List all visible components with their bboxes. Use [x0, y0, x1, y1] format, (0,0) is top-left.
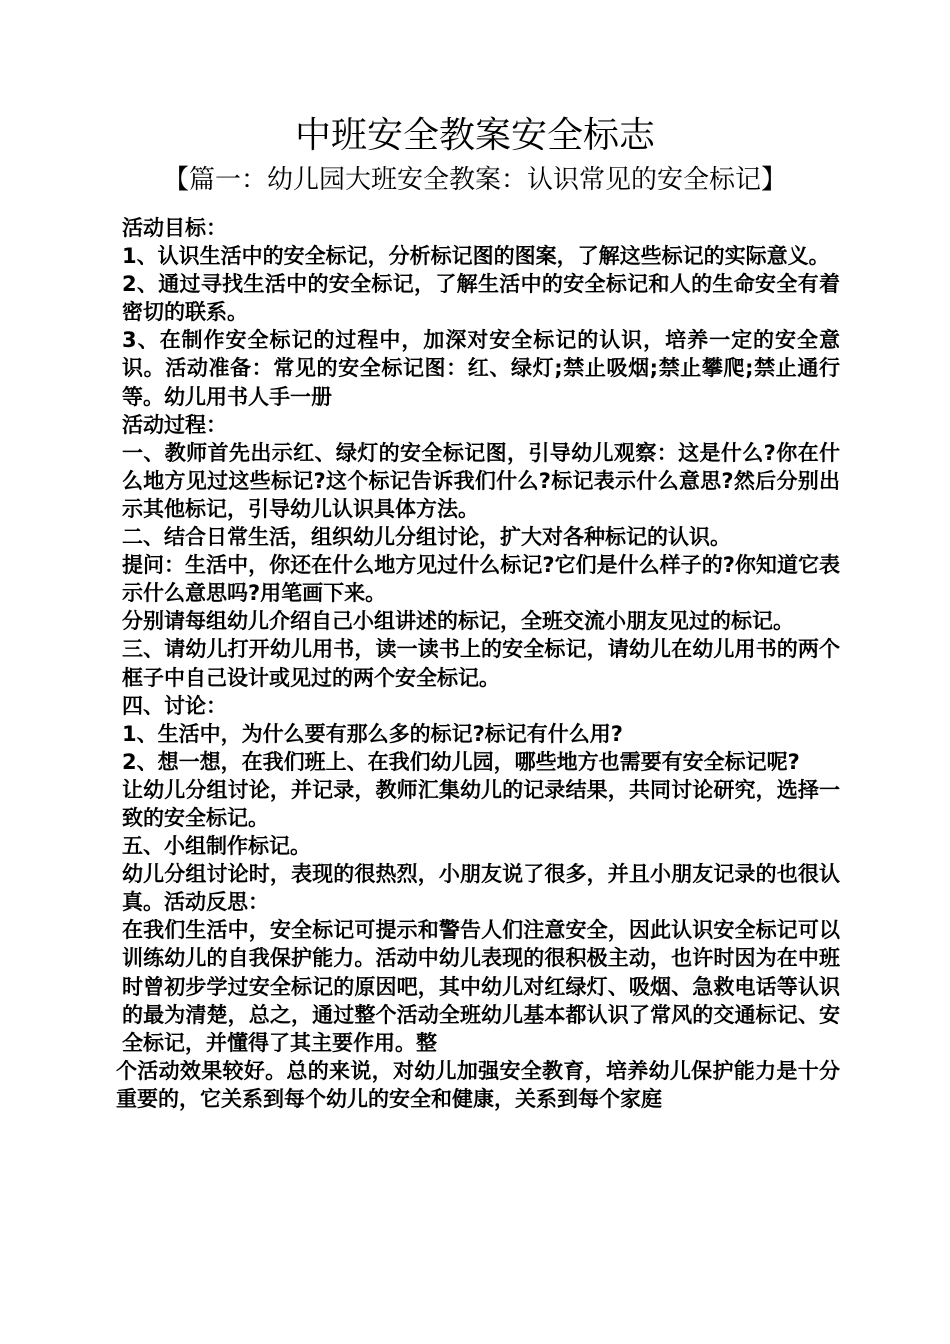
paragraph: 在我们生活中，安全标记可提示和警告人们注意安全，因此认识安全标记可以训练幼儿的自我保护能力。活动中幼儿表现的很积极主动，也许时因为在中班时曾初步学过安全标记的原因吧，其中幼儿对红绿灯、吸烟、急救电话等认识的最为清楚，总之，通过整个活动全班幼儿基本都认识了常风的交通标记、安全标记，并懂得了其主要作用。整: [122, 918, 840, 1055]
paragraph: 3、在制作安全标记的过程中，加深对安全标记的认识，培养一定的安全意识。活动准备：常见的安全标记图：红、绿灯;禁止吸烟;禁止攀爬;禁止通行等。幼儿用书人手一册: [122, 328, 840, 409]
section-heading-process: 活动过程：: [122, 412, 227, 437]
paragraph: 二、结合日常生活，组织幼儿分组讨论，扩大对各种标记的认识。: [122, 525, 731, 550]
section-heading-discussion: 四、讨论：: [122, 693, 227, 718]
paragraph: 个活动效果较好。总的来说，对幼儿加强安全教育，培养幼儿保护能力是十分重要的，它关系到每个幼儿的安全和健康，关系到每个家庭: [116, 1058, 840, 1111]
section-heading-making: 五、小组制作标记。: [122, 834, 311, 859]
paragraph: 一、教师首先出示红、绿灯的安全标记图，引导幼儿观察：这是什么?你在什么地方见过这些标记?这个标记告诉我们什么?标记表示什么意思?然后分别出示其他标记，引导幼儿认识具体方法。: [122, 440, 840, 521]
document-body: [116, 214, 840, 1113]
paragraph: 2、想一想，在我们班上、在我们幼儿园，哪些地方也需要有安全标记呢?: [122, 749, 800, 774]
paragraph: 1、生活中，为什么要有那么多的标记?标记有什么用?: [122, 721, 623, 746]
paragraph: 让幼儿分组讨论，并记录，教师汇集幼儿的记录结果，共同讨论研究，选择一致的安全标记。: [122, 777, 840, 830]
paragraph: 三、请幼儿打开幼儿用书，读一读书上的安全标记，请幼儿在幼儿用书的两个框子中自己设计或见过的两个安全标记。: [122, 637, 840, 690]
paragraph: 1、认识生活中的安全标记，分析标记图的图案，了解这些标记的实际意义。: [122, 244, 830, 269]
paragraph: 分别请每组幼儿介绍自己小组讲述的标记，全班交流小朋友见过的标记。: [122, 609, 794, 634]
document-title: 中班安全教案安全标志: [294, 115, 655, 156]
document-subtitle: 【篇一：幼儿园大班安全教案：认识常见的安全标记】: [162, 165, 787, 195]
section-heading-goals: 活动目标：: [122, 216, 227, 240]
paragraph: 2、通过寻找生活中的安全标记，了解生活中的安全标记和人的生命安全有着密切的联系。: [122, 272, 840, 325]
paragraph: 幼儿分组讨论时，表现的很热烈，小朋友说了很多，并且小朋友记录的也很认真。活动反思：: [122, 862, 840, 915]
paragraph: 提问：生活中，你还在什么地方见过什么标记?它们是什么样子的?你知道它表示什么意思吗?用笔画下来。: [122, 553, 840, 606]
